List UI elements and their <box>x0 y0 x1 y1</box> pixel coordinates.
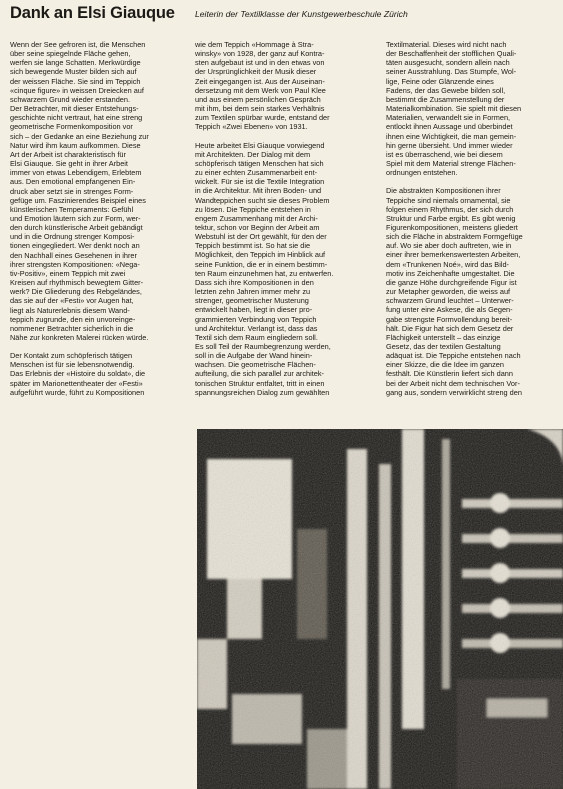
paragraph: Wenn der See gefroren ist, die Menschen über seine spiegelnde Fläche gehen, werfen sie lange Schatten. Merkwürdige sich bewegende Muster bilden sich auf der weissen Fläche. Sie sind im Teppich «cinque figure» in weissen Dreiecken auf schwarzem Grund wieder erstanden. Der Betrachter, mit dieser Entstehungs- geschichte nicht vertraut, hat eine streng geometrische Formenkomposition vor sich – der Gedanke an eine Beziehung zur Natur wird ihm kaum aufkommen. Diese Art der Arbeit ist charakteristisch für Elsi Giauque. Sie geht in ihrer Arbeit immer von etwas Lebendigem, Erlebtem aus. Den emotional empfangenen Ein- druck aber setzt sie in strenges Form- gefüge um. Faszinierendes Beispiel eines künstlerischen Temperaments: Gefühl und Emotion läutern sich zur Form, wer- den durch künstlerische Arbeit gebändigt und in die Ordnung strenger Komposi- tionen eingegliedert. Wer denkt noch an den Nachhall eines Gesehenen in ihrer ihrer strengsten Kompositionen: «Nega- tiv-Positiv», einem Teppich mit zwei Kreisen auf rhythmisch bewegtem Gitter- werk? Die Gliederung des Rebgeländes, das sie auf der «Festi» vor Augen hat, liegt als Naturerlebnis diesem Wand- teppich zugrunde, den ein unvoreinge- nommener Betrachter sicherlich in die Nähe zur konkreten Malerei rücken würde. <box>10 40 149 342</box>
paragraph: Die abstrakten Kompositionen ihrer Teppiche sind niemals ornamental, sie folgen einem Rhythmus, der sich durch Struktur und Farbe ergibt. Es gibt wenig Figurenkompositionen, meistens gliedert sich die Fläche in abstraktem Formgefüge auf. Wo sie aber doch auftreten, wie in einer ihrer bemerkenswertesten Arbeiten, dem «Trunkenen Noé», wird das Bild- motiv ins Zeichenhafte umgestaltet. Die die ganze Höhe durchgreifende Figur ist zur Metapher geworden, die weiss auf schwarzem Grund leuchtet – Unterwer- fung unter eine Askese, die als Gegen- gabe strengste Formvollendung bereit- hält. Die Figur hat sich dem Gesetz der Flächigkeit unterstellt – das einzige Gesetz, das der textilen Gestaltung adäquat ist. Die Teppiche entstehen nach einer Skizze, die die Idee im ganzen festhält. Die Künstlerin liefert sich dann bei der Arbeit nicht dem technischen Vor- gang aus, sondern verwirklicht streng den <box>386 186 523 397</box>
article-title: Dank an Elsi Giauque <box>10 4 175 22</box>
paragraph: Heute arbeitet Elsi Giauque vorwiegend mit Architekten. Der Dialog mit dem schöpferisch tätigen Menschen hat sich zu einer echten Zusammenarbeit ent- wickelt. Für sie ist die Textile Integration in die Architektur. Mit ihren Boden- und Wandteppichen sucht sie dieses Problem zu lösen. Die Teppiche entstehen in engem Zusammenhang mit der Archi- tektur, schon vor Beginn der Arbeit am Webstuhl ist der Ort gewählt, für den der Teppich bestimmt ist. So hat sie die Möglichkeit, den Teppich im Hinblick auf seine Funktion, die er in einem bestimm- ten Raum einzunehmen hat, zu entwerfen. Dass sich ihre Kompositionen in den letzten zehn Jahren immer mehr zu strenger, geometrischer Musterung entwickelt haben, liegt in dieser pro- grammierten Verbindung von Teppich und Architektur. Verlangt ist, dass das Textil sich dem Raum eingliedern soll. Es soll Teil der Raumbegrenzung werden, soll in die Aufgabe der Wand hinein- wachsen. Die geometrische Flächen- aufteilung, die sich parallel zur architek- tonischen Struktur entfaltet, tritt in einen spannungsreichen Dialog zum gewählten <box>195 140 334 397</box>
text-column-2 <box>195 40 377 406</box>
paragraph: Der Kontakt zum schöpferisch tätigen Menschen ist für sie lebensnotwendig. Das Erlebnis der «Histoire du soldat», die später im Marionettentheater der «Festi» aufgeführt wurde, führt zu Kompositionen <box>10 351 146 397</box>
tapestry-artwork <box>197 429 563 789</box>
article-subtitle: Leiterin der Textilklasse der Kunstgewerbeschule Zürich <box>195 9 408 19</box>
tapestry-photo <box>197 429 563 789</box>
paragraph: Textilmaterial. Dieses wird nicht nach der Beschaffenheit der stofflichen Quali- täten ausgesucht, sondern allein nach seiner Ausstrahlung. Das Stumpfe, Wol- lige, Feine oder Glänzende eines Fadens, der das Gewebe bilden soll, bestimmt die Zusammenstellung der Materialkombination. Sie spielt mit diesen Materialien, verwandelt sie in Formen, entlockt ihnen Aussage und überbindet ihnen eine Wichtigkeit, die man gemein- hin gerne übersieht. Und immer wieder ist es überraschend, wie bei diesem Spiel mit dem Material strenge Flächen- ordnungen entstehen. <box>386 40 522 178</box>
paragraph: wie dem Teppich «Hommage à Stra- winsky» von 1928, der ganz auf Kontra- sten aufgebaut ist und in den etwas von der Ursprünglichkeit der Musik dieser Zeit eingegangen ist. Aus der Auseinan- dersetzung mit dem Werk von Paul Klee und aus einem persönlichen Gespräch mit ihm, bei dem sein starkes Verhältnis zum Textilen spürbar wurde, entstand der Teppich «Zwei Ebenen» von 1931. <box>195 40 330 132</box>
text-column-3 <box>386 40 558 406</box>
text-column-1 <box>10 40 190 406</box>
